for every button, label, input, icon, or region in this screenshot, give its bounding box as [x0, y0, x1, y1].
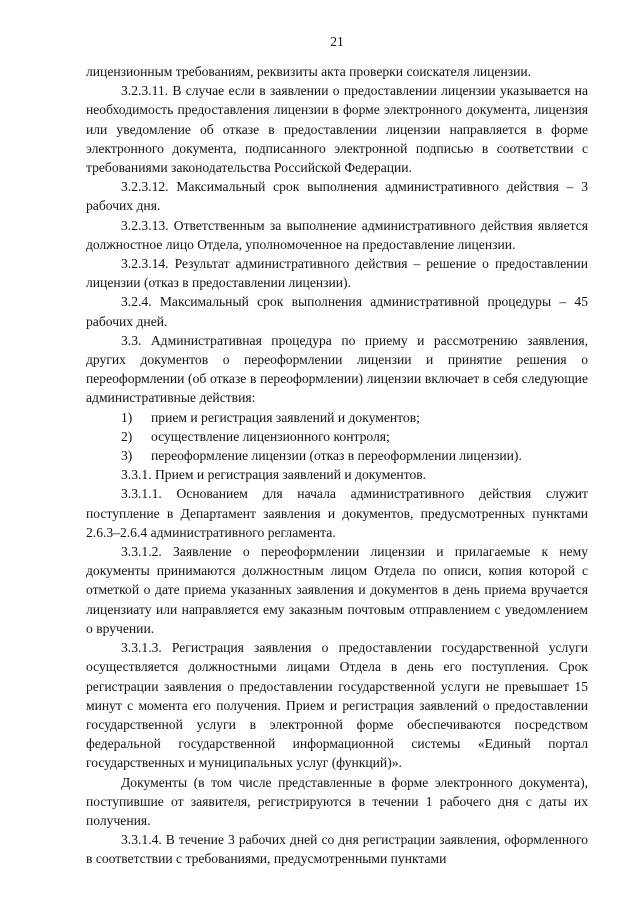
- document-body: [86, 62, 588, 869]
- list-item-number: 3): [121, 448, 133, 464]
- paragraph: 3.2.3.12. Максимальный срок выполнения административного действия – 3 рабочих дня.: [86, 179, 588, 214]
- paragraph: 3.3.1. Прием и регистрация заявлений и документов.: [121, 467, 427, 483]
- paragraph: 3.3.1.2. Заявление о переоформлении лицензии и прилагаемые к нему документы принимаются должностным лицом Отдела по описи, копия которой с отметкой о дате приема указанных заявления и документов в день приема вручается лицензиату или направляется ему заказным почтовым отправлением с уведомлением о вручении.: [86, 544, 588, 636]
- paragraph: 3.3.1.1. Основанием для начала административного действия служит поступление в Департамент заявления и документов, предусмотренных пунктами 2.6.3–2.6.4 административного регламента.: [86, 486, 588, 540]
- paragraph: 3.2.3.13. Ответственным за выполнение административного действия является должностное лицо Отдела, уполномоченное на предоставление лицензии.: [86, 217, 588, 252]
- paragraph: 3.2.3.14. Результат административного действия – решение о предоставлении лицензии (отказ в предоставлении лицензии).: [86, 256, 588, 291]
- list-item-number: 2): [121, 428, 133, 444]
- list-item: [86, 427, 588, 446]
- paragraph: 3.2.3.11. В случае если в заявлении о предоставлении лицензии указывается на необходимость предоставления лицензии в форме электронного документа, лицензия или уведомление об отказе в предоставлении лицензии направляется в форме электронного документа, подписанного электронной подписью в соответствии с требованиями законодательства Российской Федерации.: [86, 83, 588, 176]
- list-item: [86, 408, 588, 427]
- list-item-text: прием и регистрация заявлений и документов;: [151, 409, 420, 425]
- paragraph: 3.2.4. Максимальный срок выполнения административной процедуры – 45 рабочих дней.: [86, 294, 588, 329]
- list-item-text: осуществление лицензионного контроля;: [151, 428, 390, 444]
- list-item-text: переоформление лицензии (отказ в переоформлении лицензии).: [151, 448, 522, 464]
- list-item: [86, 446, 588, 465]
- page-number: 21: [330, 34, 344, 49]
- paragraph: 3.3.1.4. В течение 3 рабочих дней со дня регистрации заявления, оформленного в соответствии с требованиями, предусмотренными пунктами: [86, 832, 588, 867]
- paragraph: Документы (в том числе представленные в форме электронного документа), поступившие от заявителя, регистрируются в течении 1 рабочего дня с даты их получения.: [86, 774, 588, 828]
- paragraph: 3.3. Административная процедура по приему и рассмотрению заявления, других документов о переоформлении лицензии и принятие решения о переоформлении (об отказе в переоформлении) лицензии включает в себя следующие административные действия:: [86, 332, 588, 406]
- paragraph: 3.3.1.3. Регистрация заявления о предоставлении государственной услуги осуществляется должностными лицами Отдела в день его поступления. Срок регистрации заявления о предоставлении государственной услуги не превышает 15 минут с момента его получения. Прием и регистрация заявлений о предоставлении государственной услуги в электронной форме обеспечиваются посредством федеральной государственной информационной системы «Единый портал государственных и муниципальных услуг (функций)».: [86, 640, 588, 771]
- list-item-number: 1): [121, 409, 133, 425]
- paragraph: лицензионным требованиям, реквизиты акта проверки соискателя лицензии.: [86, 64, 532, 79]
